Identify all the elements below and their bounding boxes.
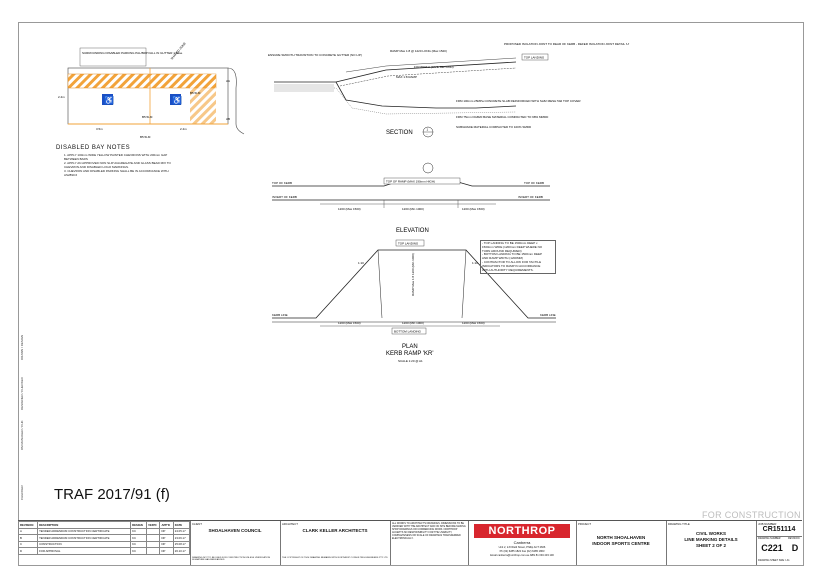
- project-label: PROJECT: [578, 522, 592, 526]
- top-of-kerb-label: TOP OF KERB: [272, 181, 293, 185]
- section-note: MAX 1:8 RAMP: [396, 75, 418, 79]
- top-landing-label: TOP LANDING: [524, 55, 545, 60]
- note-item: 3. CHEVRON AND DISABLED PARKING SHALL BE IN ACCORDANCE WITH AS2890.6: [64, 169, 169, 177]
- rev-cell: DP: [160, 541, 173, 548]
- rev-cell: KC: [131, 541, 147, 548]
- shared-zone-callout: SHARED ZONE: [169, 41, 187, 61]
- client-name: SHOALHAVEN COUNCIL: [208, 528, 262, 533]
- plan-dim: 1200 (Max 1500): [338, 321, 361, 325]
- rev-cell: DP: [160, 528, 173, 535]
- rev-cell: KC: [131, 528, 147, 535]
- column-header: DATE: [173, 522, 189, 529]
- rev-cell: CONSTRUCTION: [38, 541, 131, 548]
- svg-text:♿: ♿: [104, 96, 114, 105]
- section-note: FRM 75mm DGB20 BASE MATERIAL COMPACTED TO 98% MMDD: [456, 115, 549, 119]
- northrop-cell: [468, 521, 577, 565]
- note-item: 1. APPLY 100mm WIDE YELLOW PAINTED CHEVRONS WITH 200mm GAP BETWEEN BARS: [64, 153, 168, 161]
- dim-mid: B5.5LM: [142, 115, 153, 119]
- table-row: [19, 548, 190, 555]
- ramp-label: RAMP Max 1:8 1200 (Min 1000): [411, 253, 415, 296]
- margin-label: DESIGNER / CHECKED: [20, 377, 24, 410]
- svg-text:♿: ♿: [172, 96, 182, 105]
- disclaimer: DRAWING NOT TO BE USED FOR CONSTRUCTION UNLESS VERIFICATION SIGNATURE HAS BEEN ADDED: [192, 557, 271, 561]
- project-name: NORTH SHOALHAVEN: [596, 535, 646, 540]
- drawing-title-line: LINE MARKING DETAILS: [684, 537, 738, 542]
- project-name: INDOOR SPORTS CENTRE: [592, 541, 650, 546]
- margin-label: DM MANAGER / CHK: [20, 420, 24, 450]
- revision-table: [18, 521, 190, 555]
- rev-cell: 26.10.17: [173, 548, 189, 555]
- northrop-logo: NORTHROP: [474, 524, 570, 538]
- ramp-note-line: TURN AROUND REQUIRED): [482, 248, 522, 253]
- architect-label: ARCHITECT: [282, 522, 299, 526]
- elevation-dim: 1200 (Max 1500): [338, 207, 361, 211]
- elevation-dim: 1200 (Max 1500): [462, 207, 485, 211]
- revision-value: D: [791, 543, 799, 553]
- plan-dim: 1200 (Min 1000): [402, 321, 424, 325]
- dim-bottom: B5.5LM: [140, 135, 151, 139]
- rev-cell: KC: [131, 548, 147, 555]
- revision-table-cell: [18, 521, 191, 565]
- section-note: ENSURE SMOOTH TRANSITION TO CONCRETE GUTTER (NO LIP): [268, 53, 362, 57]
- rev-cell: C: [19, 541, 38, 548]
- plan-title: PLAN: [402, 344, 418, 350]
- notes-list: [58, 153, 174, 177]
- column-header: VER'D: [147, 522, 160, 529]
- section-cut-marker-icon: [423, 163, 433, 173]
- northrop-address: Unit 2, 2-8 Weld Street, Phillip ACT 2606: [498, 546, 546, 549]
- job-cell: [756, 521, 802, 565]
- dim-ab: AB: [226, 117, 231, 121]
- ramp-note-line: WITH AUTHORITY REQUIREMENTS.: [482, 267, 534, 272]
- section-title: SECTION: [386, 130, 413, 136]
- dim-right: B5.5LM: [190, 91, 201, 95]
- title-block: [18, 520, 802, 565]
- margin-label: DRAWN / DESIGN: [20, 334, 24, 360]
- section-note: FOOTPATH (CIVIL BEYOND): [414, 65, 454, 69]
- section-note: FRM 100mm 25MPa CONCRETE SLAB REINFORCED WITH SL82 MESH 50d TOP COVER: [456, 99, 581, 103]
- column-header: DESIGN: [131, 522, 147, 529]
- disabled-bay-plan: [40, 38, 250, 148]
- note-item: 2. APPLY AN APPROVED NON SLIP AGGREGATE AND GLASS BEAD MIX TO CHEVRON AND DISABLED LOGO MARKINGS.: [64, 161, 171, 169]
- ramp-note-line: 1500mm WIDE (1200mm DEEP WHERE NO: [482, 244, 543, 249]
- notes-title: DISABLED BAY NOTES: [56, 145, 131, 151]
- plan-dim: 1200 (Max 1500): [462, 321, 485, 325]
- column-header: DESCRIPTION: [38, 522, 131, 529]
- drawing-title-cell: [666, 521, 757, 565]
- revision-label: REVISION: [788, 537, 800, 540]
- ramp-notes-box: [480, 240, 556, 274]
- notes-block: ALL WORKS TO ARCHITECT'S DRAWINGS. DIMENSIONS TO BE VERIFIED WITH THE ARCHITECT AND ON SITE BEFORE MAKING SHOP DRAWINGS OR COMMENCING WORK. NORTHROP ACCEPTS NO RESPONSIBILITY FOR THE USABILITY, COMPLETENESS OR SCALE OF DRAWINGS TRANSFERRED ELECTRONICALLY.: [392, 522, 466, 540]
- section-note: SUBGRADE MATERIAL COMPACTED TO 100% SMDD: [456, 125, 532, 129]
- drawing-title-label: DRAWING TITLE: [668, 522, 690, 526]
- northrop-office: Canberra: [513, 540, 531, 545]
- section-marker-num: 1: [426, 127, 429, 132]
- bottom-landing-label: BOTTOM LANDING: [394, 329, 421, 334]
- kerb-line-label: KERB LINE: [540, 313, 556, 317]
- drawing-number: C221: [761, 543, 783, 553]
- for-construction-stamp: FOR CONSTRUCTION: [702, 510, 801, 520]
- column-header: REVISION: [19, 522, 38, 529]
- project-cell: [576, 521, 667, 565]
- drawing-title-line: SHEET 2 OF 2: [695, 543, 726, 548]
- copyright-note: THE COPYRIGHT OF THIS DRAWING REMAINS WITH NORTHROP CONSULTING ENGINEERS PTY LTD: [282, 557, 388, 559]
- section-marker-sheet: -: [426, 132, 428, 137]
- dim-left: 3.5m: [96, 127, 103, 131]
- ramp-note-line: AND RAMP WIDTH (1200MM): [482, 256, 523, 261]
- margin-label: CHECKER: [20, 485, 24, 500]
- ramp-note-line: - CONTRACTOR TO ALLOW FOR TACTILE: [482, 259, 542, 264]
- column-header: APP'D: [160, 522, 173, 529]
- rev-cell: DP: [160, 548, 173, 555]
- northrop-email: Email canberra@northrop.com.au ABN 81 094 433 100: [490, 554, 554, 557]
- client-cell: [190, 521, 281, 565]
- traf-reference: TRAF 2017/91 (f): [54, 486, 170, 503]
- elevation-drawing: [266, 160, 556, 236]
- job-label: JOB NUMBER: [758, 522, 777, 526]
- section-note: PROPOSED ISOLATION JOINT TO REAR OF KERB - REFER ISOLATION JOINT DETAIL 'H': [504, 42, 630, 46]
- dim-aa: AA: [226, 79, 231, 83]
- kerb-line-label: KERB LINE: [272, 313, 288, 317]
- client-label: CLIENT: [192, 522, 202, 526]
- top-of-kerb-label: TOP OF KERB: [524, 181, 545, 185]
- ratio-label: 1:10: [358, 261, 364, 265]
- top-landing-label: TOP LANDING: [398, 241, 419, 246]
- parking-callout: SURROUNDING DISABLED PARKING PAL/BRP FALL IN GUTTER 1 base: [82, 51, 183, 55]
- architect-name: CLARK KELLER ARCHITECTS: [302, 528, 368, 533]
- section-drawing: [266, 40, 630, 150]
- ramp-note-line: - TOP LANDING TO BE 1500mm DEEP x: [482, 241, 538, 245]
- dim-width-a: 2.4m: [58, 95, 65, 99]
- northrop-phone: Ph (02) 6285 1822 Fax (02) 6285 1863: [499, 550, 545, 553]
- rev-cell: A: [19, 528, 38, 535]
- rev-cell: DP: [160, 535, 173, 542]
- ratio-label: 1:10: [472, 261, 478, 265]
- chevron-hatch-side: [190, 74, 216, 124]
- invert-label: INVERT OF KERB: [272, 195, 297, 199]
- drawing-title-line: CIVIL WORKS: [696, 531, 726, 536]
- section-note: RAMP Max 1:8 @ 1220 LONG (Max 1520): [390, 49, 447, 53]
- dim-width-b: 2.4m: [180, 127, 187, 131]
- elevation-title: ELEVATION: [396, 228, 429, 234]
- ramp-note-line: - BOTTOM LANDING TO BE 1500mm DEEP: [482, 252, 543, 257]
- rev-cell: FOR APPROVAL: [38, 548, 131, 555]
- plan-scale: SCALE 1:20 @ A1: [398, 359, 423, 363]
- drawing-number-label: DRAWING NUMBER: [758, 537, 781, 540]
- notes-block-cell: [390, 521, 469, 565]
- rev-cell: TENDER ADDENDUM CONSTRUCTION CERTIFICATE: [38, 535, 131, 542]
- rev-cell: B: [19, 535, 38, 542]
- sheet-size: DRAWING SHEET SIZE = A1: [758, 559, 790, 562]
- rev-cell: 24.05.17: [173, 528, 189, 535]
- plan-subtitle: KERB RAMP 'KR': [386, 351, 434, 357]
- top-of-ramp-label: TOP OF RAMP (MAX 190mm HIGH): [386, 179, 436, 184]
- rev-cell: TENDER ADDENDUM CONSTRUCTION CERTIFICATE: [38, 528, 131, 535]
- architect-cell: [280, 521, 391, 565]
- invert-label: INVERT OF KERB: [518, 195, 543, 199]
- rev-cell: D: [19, 548, 38, 555]
- ramp-note-line: INDICATORS TO RAMP IN ACCORDANCE: [482, 263, 541, 268]
- elevation-dim: 1200 (Min 1000): [402, 207, 424, 211]
- rev-cell: 25.08.17: [173, 541, 189, 548]
- rev-cell: KC: [131, 535, 147, 542]
- rev-cell: 23.06.17: [173, 535, 189, 542]
- job-number: CR151114: [762, 526, 796, 533]
